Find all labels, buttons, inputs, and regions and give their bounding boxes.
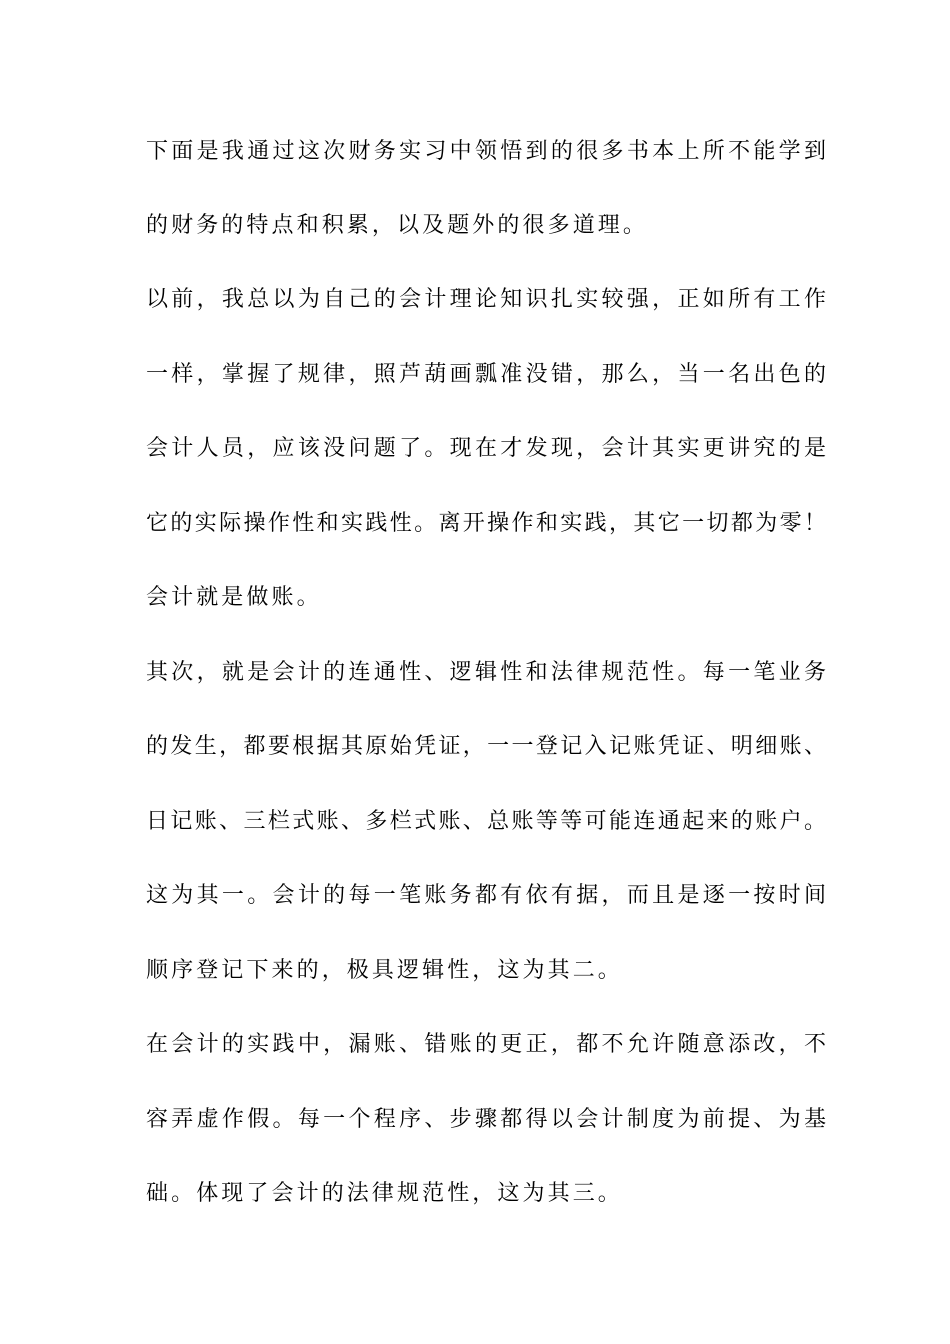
text-line-14: 容弄虚作假。每一个程序、步骤都得以会计制度为前提、为基	[146, 1107, 826, 1132]
text-line-11: 这为其一。会计的每一笔账务都有依有据，而且是逐一按时间	[146, 883, 826, 908]
text-line-10: 日记账、三栏式账、多栏式账、总账等等可能连通起来的账户。	[146, 809, 826, 834]
text-line-3: 以前，我总以为自己的会计理论知识扎实较强，正如所有工作	[146, 287, 826, 312]
text-line-9: 的发生，都要根据其原始凭证，一一登记入记账凭证、明细账、	[146, 734, 826, 759]
text-line-7: 会计就是做账。	[146, 585, 322, 610]
text-line-2: 的财务的特点和积累，以及题外的很多道理。	[146, 213, 649, 238]
text-line-13: 在会计的实践中，漏账、错账的更正，都不允许随意添改，不	[146, 1032, 826, 1057]
text-line-8: 其次，就是会计的连通性、逻辑性和法律规范性。每一笔业务	[146, 660, 826, 685]
text-line-5: 会计人员，应该没问题了。现在才发现，会计其实更讲究的是	[146, 436, 826, 461]
text-line-1: 下面是我通过这次财务实习中领悟到的很多书本上所不能学到	[146, 139, 826, 164]
text-line-12: 顺序登记下来的，极具逻辑性，这为其二。	[146, 958, 623, 983]
text-line-6: 它的实际操作性和实践性。离开操作和实践，其它一切都为零！	[146, 511, 826, 536]
text-line-4: 一样，掌握了规律，照芦葫画瓢准没错，那么，当一名出色的	[146, 362, 826, 387]
text-line-15: 础。体现了会计的法律规范性，这为其三。	[146, 1181, 623, 1206]
